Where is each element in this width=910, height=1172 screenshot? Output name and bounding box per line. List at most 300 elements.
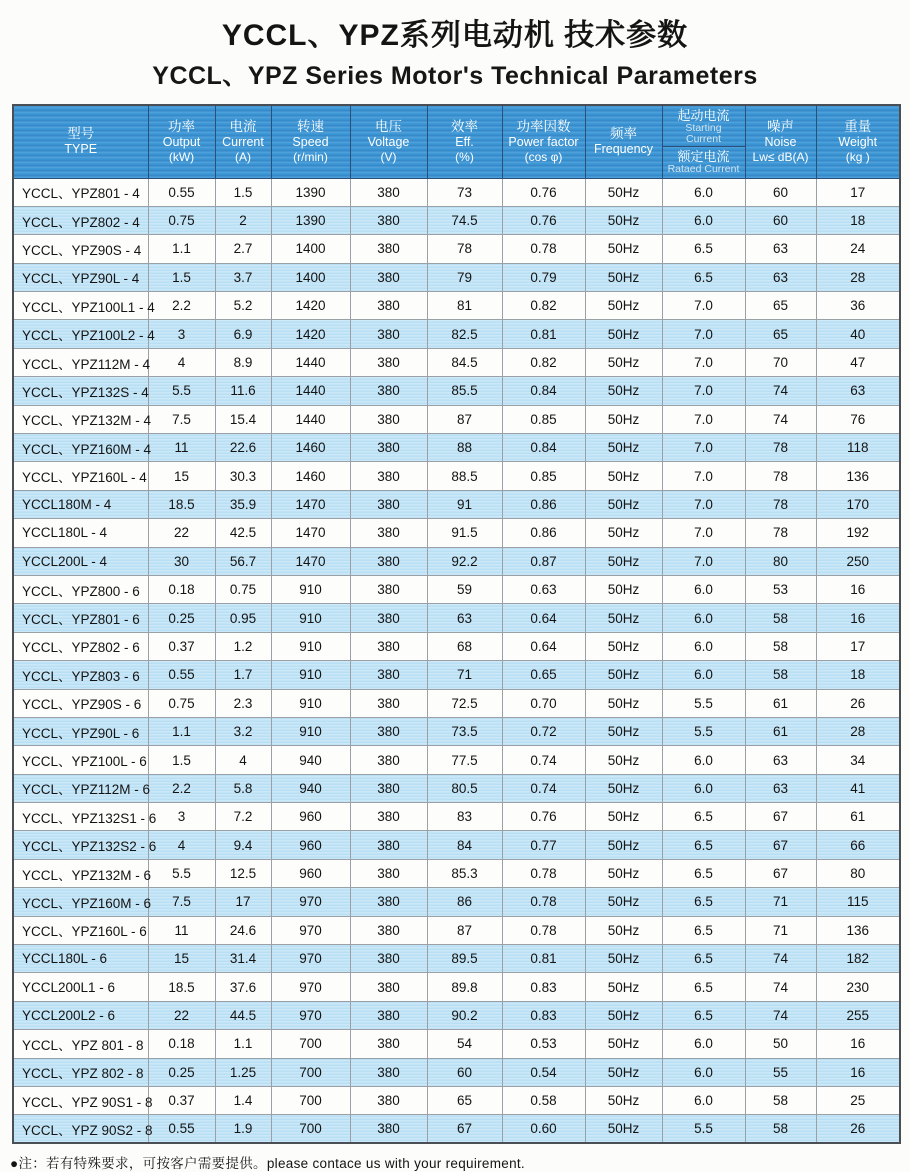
header-voltage: 电压 Voltage (V): [350, 105, 427, 178]
cell-frequency: 50Hz: [585, 945, 662, 973]
cell-noise: 67: [745, 803, 816, 831]
cell-eff: 54: [427, 1030, 502, 1058]
cell-current: 42.5: [215, 519, 271, 547]
cell-noise: 60: [745, 178, 816, 206]
cell-power_factor: 0.81: [502, 320, 585, 348]
cell-type: YCCL、YPZ160M - 6: [13, 888, 148, 916]
table-row: [13, 235, 900, 263]
cell-frequency: 50Hz: [585, 292, 662, 320]
cell-weight: 40: [816, 320, 900, 348]
cell-voltage: 380: [350, 746, 427, 774]
cell-noise: 61: [745, 689, 816, 717]
cell-output: 5.5: [148, 859, 215, 887]
cell-speed: 970: [271, 973, 350, 1001]
cell-voltage: 380: [350, 945, 427, 973]
cell-output: 0.18: [148, 1030, 215, 1058]
cell-output: 15: [148, 945, 215, 973]
cell-voltage: 380: [350, 547, 427, 575]
cell-starting_current: 7.0: [662, 462, 745, 490]
cell-current: 11.6: [215, 377, 271, 405]
cell-noise: 67: [745, 859, 816, 887]
cell-current: 24.6: [215, 916, 271, 944]
cell-starting_current: 6.0: [662, 774, 745, 802]
cell-weight: 36: [816, 292, 900, 320]
cell-type: YCCL180L - 6: [13, 945, 148, 973]
cell-frequency: 50Hz: [585, 263, 662, 291]
cell-type: YCCL、YPZ132S2 - 6: [13, 831, 148, 859]
cell-weight: 25: [816, 1087, 900, 1115]
cell-weight: 17: [816, 178, 900, 206]
cell-current: 2: [215, 206, 271, 234]
cell-type: YCCL、YPZ112M - 6: [13, 774, 148, 802]
cell-noise: 71: [745, 916, 816, 944]
cell-noise: 78: [745, 462, 816, 490]
cell-current: 1.25: [215, 1058, 271, 1086]
cell-frequency: 50Hz: [585, 1058, 662, 1086]
cell-eff: 89.8: [427, 973, 502, 1001]
cell-weight: 26: [816, 689, 900, 717]
cell-type: YCCL200L2 - 6: [13, 1001, 148, 1029]
cell-frequency: 50Hz: [585, 575, 662, 603]
header-type-en: TYPE: [64, 142, 98, 157]
table-row: [13, 717, 900, 745]
cell-power_factor: 0.83: [502, 973, 585, 1001]
cell-eff: 60: [427, 1058, 502, 1086]
cell-current: 4: [215, 746, 271, 774]
cell-eff: 74.5: [427, 206, 502, 234]
cell-voltage: 380: [350, 348, 427, 376]
header-frequency: 频率 Frequency: [585, 105, 662, 178]
cell-weight: 136: [816, 462, 900, 490]
cell-voltage: 380: [350, 206, 427, 234]
cell-voltage: 380: [350, 235, 427, 263]
cell-eff: 84: [427, 831, 502, 859]
cell-eff: 84.5: [427, 348, 502, 376]
cell-speed: 940: [271, 746, 350, 774]
cell-output: 15: [148, 462, 215, 490]
cell-output: 18.5: [148, 973, 215, 1001]
cell-weight: 16: [816, 1030, 900, 1058]
cell-noise: 58: [745, 661, 816, 689]
cell-output: 1.1: [148, 235, 215, 263]
cell-voltage: 380: [350, 632, 427, 660]
cell-voltage: 380: [350, 575, 427, 603]
cell-weight: 16: [816, 1058, 900, 1086]
cell-power_factor: 0.78: [502, 235, 585, 263]
cell-type: YCCL、YPZ800 - 6: [13, 575, 148, 603]
cell-noise: 78: [745, 434, 816, 462]
cell-noise: 74: [745, 377, 816, 405]
cell-power_factor: 0.64: [502, 632, 585, 660]
cell-power_factor: 0.83: [502, 1001, 585, 1029]
cell-speed: 1390: [271, 206, 350, 234]
cell-current: 5.2: [215, 292, 271, 320]
cell-current: 1.1: [215, 1030, 271, 1058]
header-current: 电流 Current (A): [215, 105, 271, 178]
cell-starting_current: 6.5: [662, 831, 745, 859]
cell-starting_current: 6.0: [662, 575, 745, 603]
cell-eff: 73.5: [427, 717, 502, 745]
cell-eff: 87: [427, 405, 502, 433]
cell-weight: 170: [816, 490, 900, 518]
cell-noise: 65: [745, 292, 816, 320]
cell-eff: 72.5: [427, 689, 502, 717]
cell-power_factor: 0.84: [502, 434, 585, 462]
cell-type: YCCL、YPZ100L2 - 4: [13, 320, 148, 348]
cell-current: 56.7: [215, 547, 271, 575]
cell-power_factor: 0.81: [502, 945, 585, 973]
cell-output: 18.5: [148, 490, 215, 518]
cell-power_factor: 0.77: [502, 831, 585, 859]
cell-weight: 28: [816, 717, 900, 745]
cell-eff: 71: [427, 661, 502, 689]
cell-weight: 17: [816, 632, 900, 660]
cell-frequency: 50Hz: [585, 916, 662, 944]
cell-speed: 1470: [271, 547, 350, 575]
cell-current: 44.5: [215, 1001, 271, 1029]
table-row: [13, 519, 900, 547]
table-row: [13, 888, 900, 916]
cell-power_factor: 0.87: [502, 547, 585, 575]
cell-current: 2.7: [215, 235, 271, 263]
cell-starting_current: 5.5: [662, 717, 745, 745]
cell-frequency: 50Hz: [585, 405, 662, 433]
cell-frequency: 50Hz: [585, 178, 662, 206]
table-row: [13, 377, 900, 405]
cell-power_factor: 0.86: [502, 519, 585, 547]
table-body: [13, 178, 900, 1143]
cell-eff: 83: [427, 803, 502, 831]
cell-current: 7.2: [215, 803, 271, 831]
cell-current: 1.7: [215, 661, 271, 689]
cell-output: 0.75: [148, 206, 215, 234]
cell-starting_current: 6.5: [662, 1001, 745, 1029]
cell-type: YCCL200L - 4: [13, 547, 148, 575]
cell-starting_current: 6.5: [662, 888, 745, 916]
cell-frequency: 50Hz: [585, 717, 662, 745]
cell-starting_current: 7.0: [662, 348, 745, 376]
cell-speed: 700: [271, 1115, 350, 1143]
cell-frequency: 50Hz: [585, 320, 662, 348]
cell-starting_current: 6.0: [662, 178, 745, 206]
cell-output: 7.5: [148, 405, 215, 433]
cell-starting_current: 6.0: [662, 661, 745, 689]
cell-type: YCCL、YPZ 90S2 - 8: [13, 1115, 148, 1143]
cell-current: 3.2: [215, 717, 271, 745]
table-row: [13, 462, 900, 490]
cell-frequency: 50Hz: [585, 746, 662, 774]
cell-voltage: 380: [350, 831, 427, 859]
cell-noise: 58: [745, 632, 816, 660]
cell-power_factor: 0.76: [502, 803, 585, 831]
cell-power_factor: 0.70: [502, 689, 585, 717]
cell-output: 0.37: [148, 632, 215, 660]
cell-speed: 1390: [271, 178, 350, 206]
cell-current: 31.4: [215, 945, 271, 973]
table-row: [13, 661, 900, 689]
cell-speed: 1420: [271, 320, 350, 348]
cell-weight: 61: [816, 803, 900, 831]
cell-voltage: 380: [350, 377, 427, 405]
cell-noise: 55: [745, 1058, 816, 1086]
cell-output: 1.5: [148, 263, 215, 291]
cell-noise: 74: [745, 973, 816, 1001]
cell-eff: 88.5: [427, 462, 502, 490]
cell-eff: 85.5: [427, 377, 502, 405]
header-weight: 重量 Weight (kg ): [816, 105, 900, 178]
cell-type: YCCL、YPZ803 - 6: [13, 661, 148, 689]
page-title-en: YCCL、YPZ Series Motor's Technical Parameters: [152, 62, 758, 90]
cell-speed: 940: [271, 774, 350, 802]
cell-type: YCCL、YPZ90L - 6: [13, 717, 148, 745]
table-row: [13, 973, 900, 1001]
cell-output: 22: [148, 1001, 215, 1029]
cell-power_factor: 0.64: [502, 604, 585, 632]
header-starting-current: [662, 105, 745, 178]
cell-eff: 77.5: [427, 746, 502, 774]
cell-output: 0.25: [148, 604, 215, 632]
cell-output: 5.5: [148, 377, 215, 405]
cell-noise: 58: [745, 1087, 816, 1115]
cell-current: 22.6: [215, 434, 271, 462]
table-row: [13, 859, 900, 887]
header-rated-current: 额定电流 Rataed Current: [667, 148, 740, 175]
cell-output: 0.55: [148, 1115, 215, 1143]
cell-voltage: 380: [350, 1001, 427, 1029]
cell-output: 30: [148, 547, 215, 575]
cell-noise: 60: [745, 206, 816, 234]
table-row: [13, 604, 900, 632]
cell-noise: 78: [745, 490, 816, 518]
cell-voltage: 380: [350, 263, 427, 291]
cell-current: 2.3: [215, 689, 271, 717]
cell-voltage: 380: [350, 774, 427, 802]
cell-power_factor: 0.54: [502, 1058, 585, 1086]
cell-weight: 136: [816, 916, 900, 944]
cell-speed: 1400: [271, 263, 350, 291]
header-type-zh: 型号: [67, 126, 95, 142]
cell-weight: 250: [816, 547, 900, 575]
table-row: [13, 1058, 900, 1086]
cell-output: 11: [148, 916, 215, 944]
cell-noise: 74: [745, 945, 816, 973]
cell-eff: 63: [427, 604, 502, 632]
cell-starting_current: 6.5: [662, 235, 745, 263]
cell-weight: 16: [816, 575, 900, 603]
cell-output: 0.18: [148, 575, 215, 603]
cell-type: YCCL、YPZ802 - 4: [13, 206, 148, 234]
cell-speed: 700: [271, 1030, 350, 1058]
cell-eff: 82.5: [427, 320, 502, 348]
cell-eff: 73: [427, 178, 502, 206]
cell-speed: 970: [271, 1001, 350, 1029]
cell-current: 3.7: [215, 263, 271, 291]
cell-weight: 118: [816, 434, 900, 462]
cell-frequency: 50Hz: [585, 774, 662, 802]
cell-noise: 53: [745, 575, 816, 603]
cell-weight: 115: [816, 888, 900, 916]
cell-eff: 90.2: [427, 1001, 502, 1029]
cell-type: YCCL、YPZ90L - 4: [13, 263, 148, 291]
cell-starting_current: 7.0: [662, 377, 745, 405]
table-row: [13, 263, 900, 291]
cell-current: 1.9: [215, 1115, 271, 1143]
cell-speed: 910: [271, 689, 350, 717]
cell-output: 3: [148, 320, 215, 348]
table-row: [13, 434, 900, 462]
cell-power_factor: 0.74: [502, 746, 585, 774]
page-title-zh: YCCL、YPZ系列电动机 技术参数: [221, 19, 689, 52]
table-header: [13, 105, 900, 178]
cell-weight: 80: [816, 859, 900, 887]
cell-voltage: 380: [350, 916, 427, 944]
cell-power_factor: 0.53: [502, 1030, 585, 1058]
cell-output: 11: [148, 434, 215, 462]
cell-weight: 255: [816, 1001, 900, 1029]
cell-frequency: 50Hz: [585, 348, 662, 376]
cell-voltage: 380: [350, 178, 427, 206]
cell-voltage: 380: [350, 803, 427, 831]
table-row: [13, 1087, 900, 1115]
cell-noise: 74: [745, 1001, 816, 1029]
cell-starting_current: 7.0: [662, 490, 745, 518]
cell-voltage: 380: [350, 859, 427, 887]
cell-starting_current: 6.5: [662, 916, 745, 944]
table-row: [13, 945, 900, 973]
cell-starting_current: 6.5: [662, 803, 745, 831]
cell-power_factor: 0.82: [502, 348, 585, 376]
cell-speed: 970: [271, 916, 350, 944]
cell-type: YCCL、YPZ801 - 6: [13, 604, 148, 632]
cell-speed: 960: [271, 831, 350, 859]
cell-frequency: 50Hz: [585, 831, 662, 859]
cell-frequency: 50Hz: [585, 1115, 662, 1143]
table-row: [13, 916, 900, 944]
cell-frequency: 50Hz: [585, 661, 662, 689]
cell-type: YCCL、YPZ801 - 4: [13, 178, 148, 206]
cell-weight: 24: [816, 235, 900, 263]
cell-type: YCCL、YPZ100L - 6: [13, 746, 148, 774]
cell-starting_current: 7.0: [662, 292, 745, 320]
cell-current: 8.9: [215, 348, 271, 376]
cell-noise: 71: [745, 888, 816, 916]
cell-power_factor: 0.85: [502, 462, 585, 490]
cell-weight: 41: [816, 774, 900, 802]
cell-type: YCCL、YPZ132S1 - 6: [13, 803, 148, 831]
cell-voltage: 380: [350, 717, 427, 745]
cell-power_factor: 0.79: [502, 263, 585, 291]
cell-type: YCCL、YPZ160L - 4: [13, 462, 148, 490]
cell-current: 1.5: [215, 178, 271, 206]
cell-speed: 700: [271, 1058, 350, 1086]
cell-power_factor: 0.84: [502, 377, 585, 405]
cell-voltage: 380: [350, 1115, 427, 1143]
cell-current: 15.4: [215, 405, 271, 433]
table-row: [13, 206, 900, 234]
table-row: [13, 405, 900, 433]
cell-power_factor: 0.86: [502, 490, 585, 518]
cell-type: YCCL180M - 4: [13, 490, 148, 518]
cell-output: 0.25: [148, 1058, 215, 1086]
cell-weight: 76: [816, 405, 900, 433]
cell-starting_current: 6.0: [662, 632, 745, 660]
cell-type: YCCL、YPZ 802 - 8: [13, 1058, 148, 1086]
cell-speed: 1460: [271, 434, 350, 462]
cell-voltage: 380: [350, 490, 427, 518]
cell-current: 12.5: [215, 859, 271, 887]
header-type: [13, 105, 148, 178]
cell-noise: 50: [745, 1030, 816, 1058]
cell-voltage: 380: [350, 1030, 427, 1058]
header-speed: 转速 Speed (r/min): [271, 105, 350, 178]
cell-current: 30.3: [215, 462, 271, 490]
cell-speed: 1460: [271, 462, 350, 490]
cell-voltage: 380: [350, 973, 427, 1001]
table-row: [13, 547, 900, 575]
cell-starting_current: 6.0: [662, 206, 745, 234]
cell-type: YCCL、YPZ 801 - 8: [13, 1030, 148, 1058]
cell-voltage: 380: [350, 888, 427, 916]
header-output: 功率 Output (kW): [148, 105, 215, 178]
cell-eff: 91: [427, 490, 502, 518]
cell-frequency: 50Hz: [585, 1001, 662, 1029]
cell-eff: 65: [427, 1087, 502, 1115]
cell-starting_current: 7.0: [662, 547, 745, 575]
cell-starting_current: 6.0: [662, 746, 745, 774]
cell-current: 0.75: [215, 575, 271, 603]
cell-type: YCCL、YPZ160L - 6: [13, 916, 148, 944]
cell-voltage: 380: [350, 1087, 427, 1115]
cell-output: 4: [148, 348, 215, 376]
cell-frequency: 50Hz: [585, 1030, 662, 1058]
cell-voltage: 380: [350, 292, 427, 320]
cell-noise: 74: [745, 405, 816, 433]
table-row: [13, 803, 900, 831]
header-row: [13, 105, 900, 178]
cell-voltage: 380: [350, 434, 427, 462]
cell-noise: 65: [745, 320, 816, 348]
cell-type: YCCL、YPZ160M - 4: [13, 434, 148, 462]
cell-type: YCCL、YPZ132M - 6: [13, 859, 148, 887]
cell-output: 2.2: [148, 292, 215, 320]
cell-starting_current: 6.0: [662, 1030, 745, 1058]
cell-output: 3: [148, 803, 215, 831]
cell-power_factor: 0.76: [502, 178, 585, 206]
cell-current: 1.2: [215, 632, 271, 660]
cell-speed: 910: [271, 632, 350, 660]
cell-power_factor: 0.65: [502, 661, 585, 689]
cell-speed: 970: [271, 888, 350, 916]
table-row: [13, 746, 900, 774]
cell-eff: 87: [427, 916, 502, 944]
cell-power_factor: 0.76: [502, 206, 585, 234]
cell-output: 2.2: [148, 774, 215, 802]
cell-voltage: 380: [350, 1058, 427, 1086]
cell-starting_current: 7.0: [662, 405, 745, 433]
cell-frequency: 50Hz: [585, 434, 662, 462]
cell-current: 6.9: [215, 320, 271, 348]
parameters-table: [12, 104, 901, 1144]
cell-noise: 67: [745, 831, 816, 859]
table-row: [13, 831, 900, 859]
cell-speed: 700: [271, 1087, 350, 1115]
cell-noise: 63: [745, 746, 816, 774]
cell-voltage: 380: [350, 320, 427, 348]
cell-speed: 1400: [271, 235, 350, 263]
cell-noise: 63: [745, 774, 816, 802]
cell-frequency: 50Hz: [585, 206, 662, 234]
cell-eff: 81: [427, 292, 502, 320]
